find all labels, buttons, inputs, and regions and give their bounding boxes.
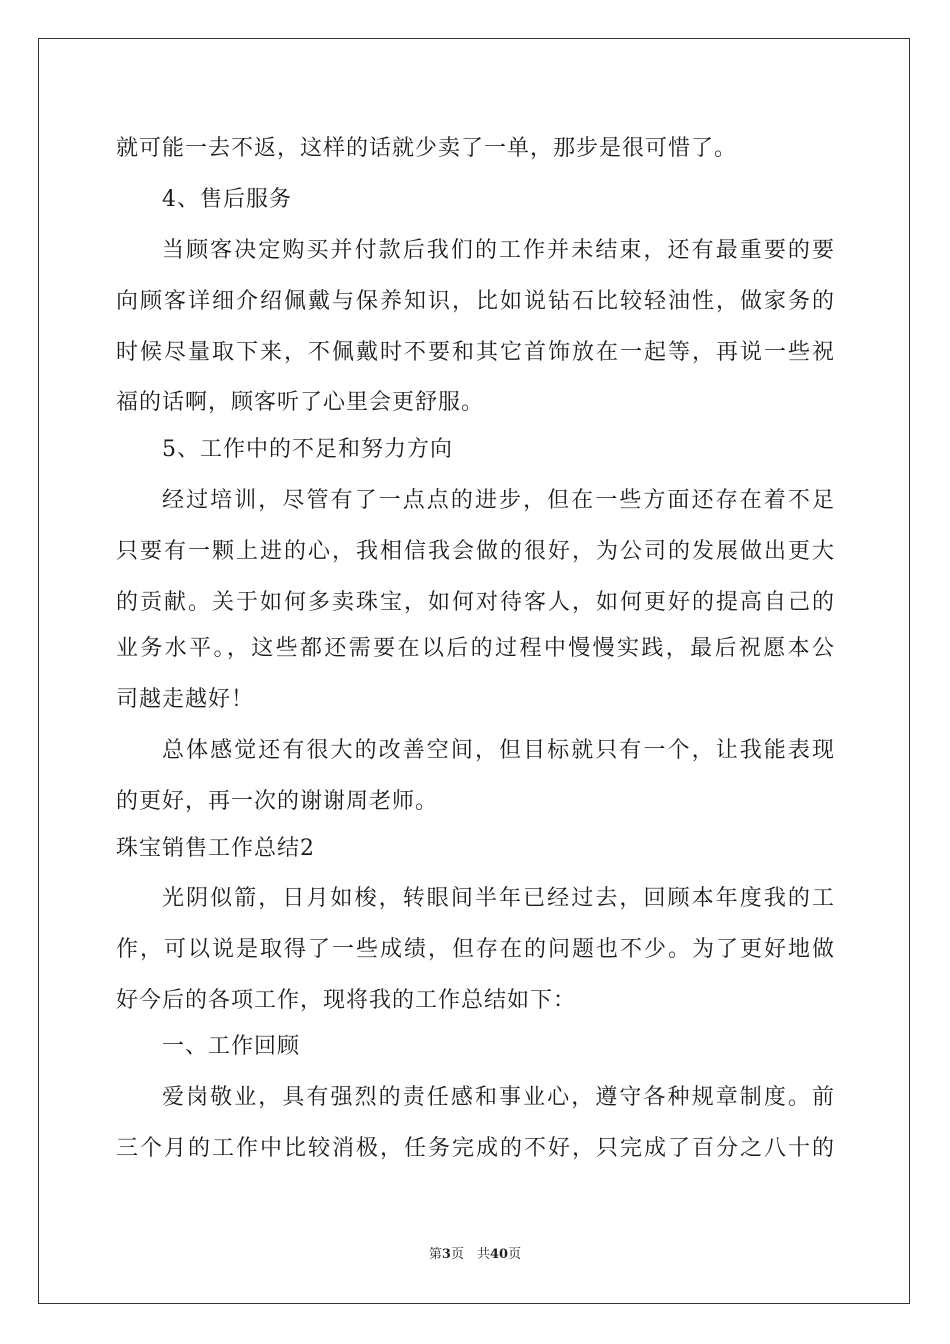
body-line: 当顾客决定购买并付款后我们的工作并未结束，还有最重要的要 xyxy=(162,238,834,263)
total-pages: 40 xyxy=(489,1247,509,1262)
body-line: 的更好，再一次的谢谢周老师。 xyxy=(116,789,439,814)
section-heading: 一、工作回顾 xyxy=(162,1034,301,1059)
body-line: 只要有一颗上进的心，我相信我会做的很好，为公司的发展做出更大 xyxy=(116,539,834,564)
body-line: 作，可以说是取得了一些成绩，但存在的问题也不少。为了更好地做 xyxy=(116,937,834,962)
body-line: 经过培训，尽管有了一点点的进步，但在一些方面还存在着不足 xyxy=(162,488,834,513)
footer-mid: 页 共 xyxy=(450,1247,490,1262)
body-line: 爱岗敬业，具有强烈的责任感和事业心，遵守各种规章制度。前 xyxy=(162,1085,834,1110)
footer-prefix: 第 xyxy=(428,1247,442,1262)
section-heading: 5、工作中的不足和努力方向 xyxy=(162,437,453,462)
body-line: 时候尽量取下来，不佩戴时不要和其它首饰放在一起等，再说一些祝 xyxy=(116,340,834,365)
body-line: 的贡献。关于如何多卖珠宝，如何对待客人，如何更好的提高自己的 xyxy=(116,590,834,615)
page-footer xyxy=(0,1246,950,1264)
body-line: 就可能一去不返，这样的话就少卖了一单，那步是很可惜了。 xyxy=(116,136,738,161)
body-line: 业务水平。，这些都还需要在以后的过程中慢慢实践，最后祝愿本公 xyxy=(116,636,834,661)
footer-suffix: 页 xyxy=(508,1247,522,1262)
page-border xyxy=(38,38,910,1304)
document-title: 珠宝销售工作总结2 xyxy=(116,836,315,861)
body-line: 司越走越好！ xyxy=(116,687,255,712)
body-line: 福的话啊，顾客听了心里会更舒服。 xyxy=(116,390,485,415)
body-line: 总体感觉还有很大的改善空间，但目标就只有一个，让我能表现 xyxy=(162,738,834,763)
section-heading: 4、售后服务 xyxy=(162,187,292,212)
body-line: 向顾客详细介绍佩戴与保养知识，比如说钻石比较轻油性，做家务的 xyxy=(116,289,834,314)
body-line: 好今后的各项工作，现将我的工作总结如下： xyxy=(116,988,577,1013)
body-line: 三个月的工作中比较消极，任务完成的不好，只完成了百分之八十的 xyxy=(116,1136,834,1161)
page-number: 3 xyxy=(441,1247,451,1262)
body-line: 光阴似箭，日月如梭，转眼间半年已经过去，回顾本年度我的工 xyxy=(162,886,834,911)
